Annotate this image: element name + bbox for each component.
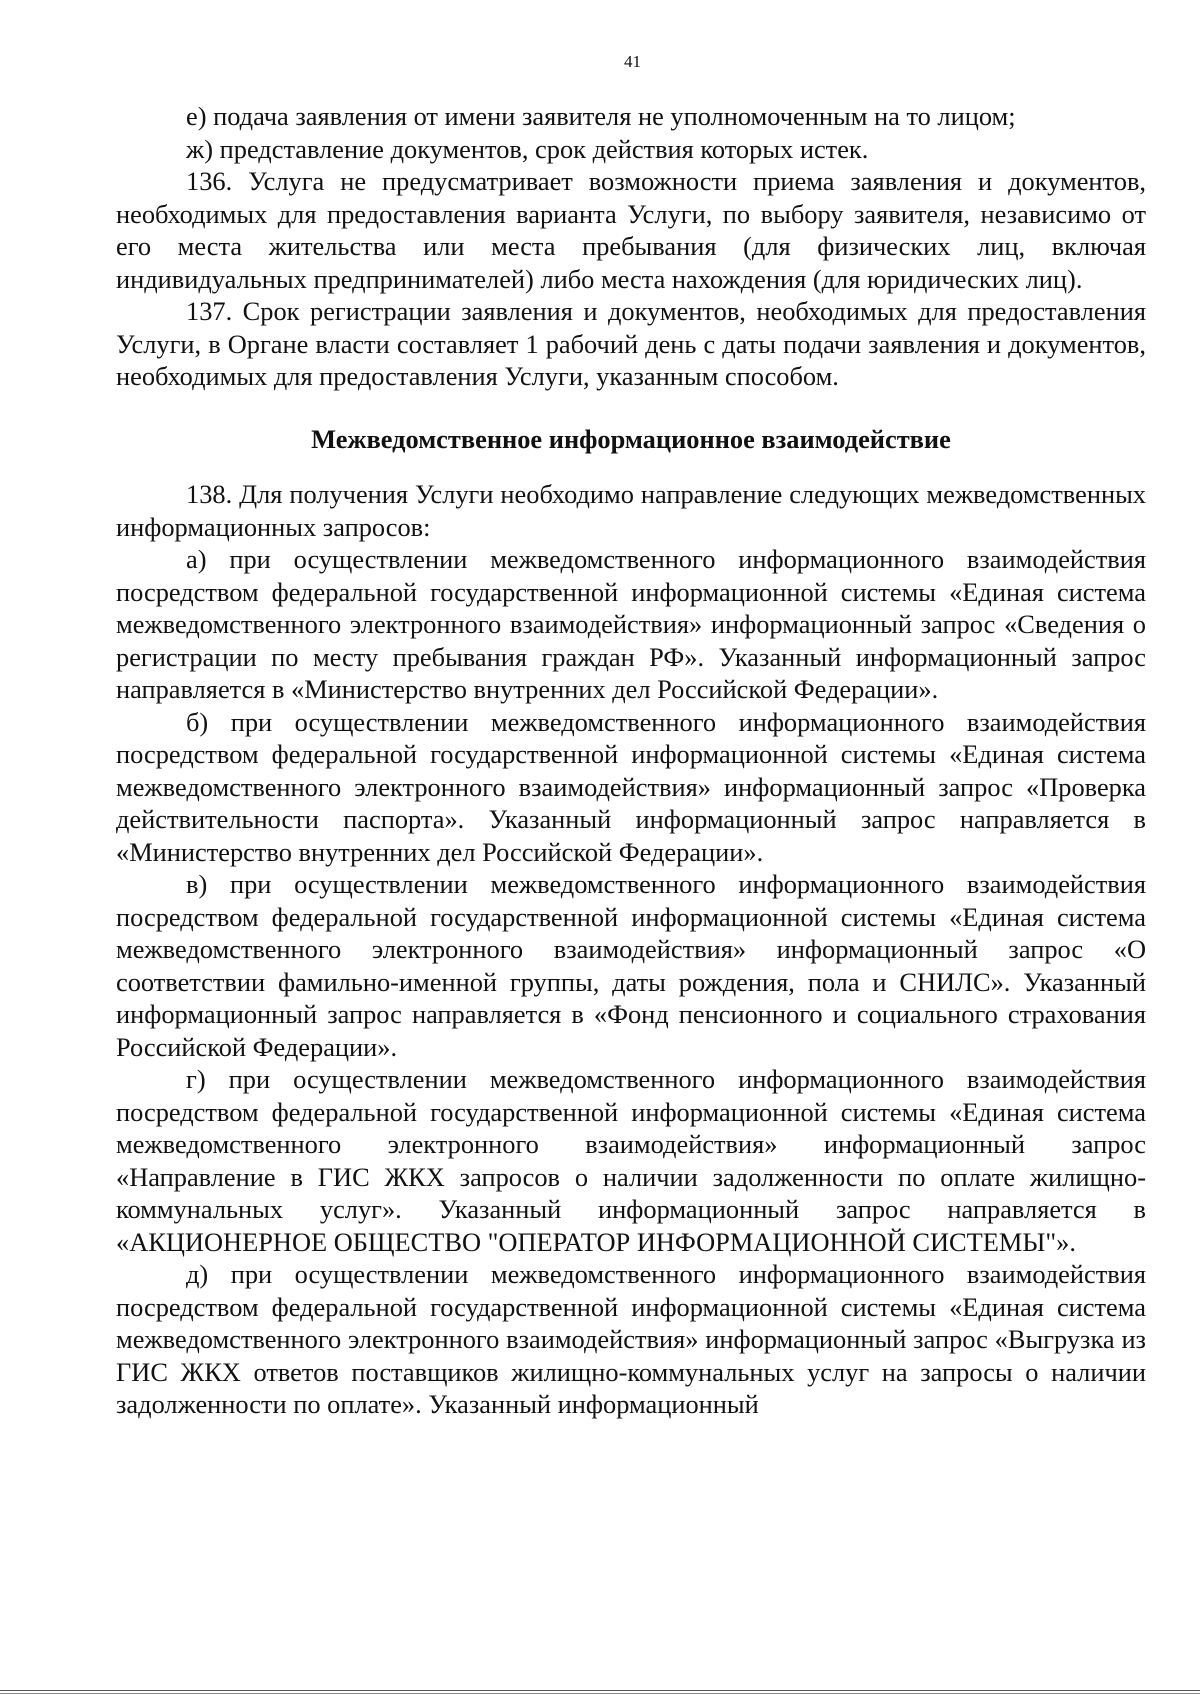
paragraph-item-g: г) при осуществлении межведомственного информационного взаимодействия посредством федеральной государственной информационной системы «Единая система межведомственного электронного взаимодействия» информационный запрос «Направление в ГИС ЖКХ запросов о наличии задолженности по оплате жилищно-коммунальных услуг». Указанный информационный запрос направляется в «АКЦИОНЕРНОЕ ОБЩЕСТВО "ОПЕРАТОР ИНФОРМАЦИОННОЙ СИСТЕМЫ"». [116,1064,1146,1257]
paragraph-item-a: а) при осуществлении межведомственного информационного взаимодействия посредством федеральной государственной информационной системы «Единая система межведомственного электронного взаимодействия» информационный запрос «Сведения о регистрации по месту пребывания граждан РФ». Указанный информационный запрос направляется в «Министерство внутренних дел Российской Федерации». [116,544,1146,704]
paragraph-136: 136. Услуга не предусматривает возможности приема заявления и документов, необходимых для предоставления варианта Услуги, по выбору заявителя, независимо от его места жительства или места пребывания (для физических лиц, включая индивидуальных предпринимателей) либо места нахождения (для юридических лиц). [116,166,1146,294]
section-heading: Межведомственное информационное взаимодействие [311,423,951,454]
paragraph-item-d: д) при осуществлении межведомственного информационного взаимодействия посредством федеральной государственной информационной системы «Единая система межведомственного электронного взаимодействия» информационный запрос «Выгрузка из ГИС ЖКХ ответов поставщиков жилищно-коммунальных услуг на запросы о наличии задолженности по оплате». Указанный информационный [116,1259,1146,1419]
document-body [116,100,1146,1421]
page-bottom-edge [0,1690,1200,1691]
paragraph-item-v: в) при осуществлении межведомственного информационного взаимодействия посредством федеральной государственной информационной системы «Единая система межведомственного электронного взаимодействия» информационный запрос «О соответствии фамильно-именной группы, даты рождения, пола и СНИЛС». Указанный информационный запрос направляется в «Фонд пенсионного и социального страхования Российской Федерации». [116,869,1146,1062]
paragraph-138: 138. Для получения Услуги необходимо направление следующих межведомственных информационных запросов: [116,479,1146,542]
page-number: 41 [624,52,641,71]
paragraph-item-zh: ж) представление документов, срок действия которых истек. [186,133,869,164]
page-bottom-edge-shadow [0,1693,1200,1694]
paragraph-item-b: б) при осуществлении межведомственного информационного взаимодействия посредством федеральной государственной информационной системы «Единая система межведомственного электронного взаимодействия» информационный запрос «Проверка действительности паспорта». Указанный информационный запрос направляется в «Министерство внутренних дел Российской Федерации». [116,706,1146,867]
paragraph-item-e: е) подача заявления от имени заявителя не уполномоченным на то лицом; [186,101,1016,131]
paragraph-137: 137. Срок регистрации заявления и документов, необходимых для предоставления Услуги, в Органе власти составляет 1 рабочий день с даты подачи заявления и документов, необходимых для предоставления Услуги, указанным способом. [116,296,1146,391]
